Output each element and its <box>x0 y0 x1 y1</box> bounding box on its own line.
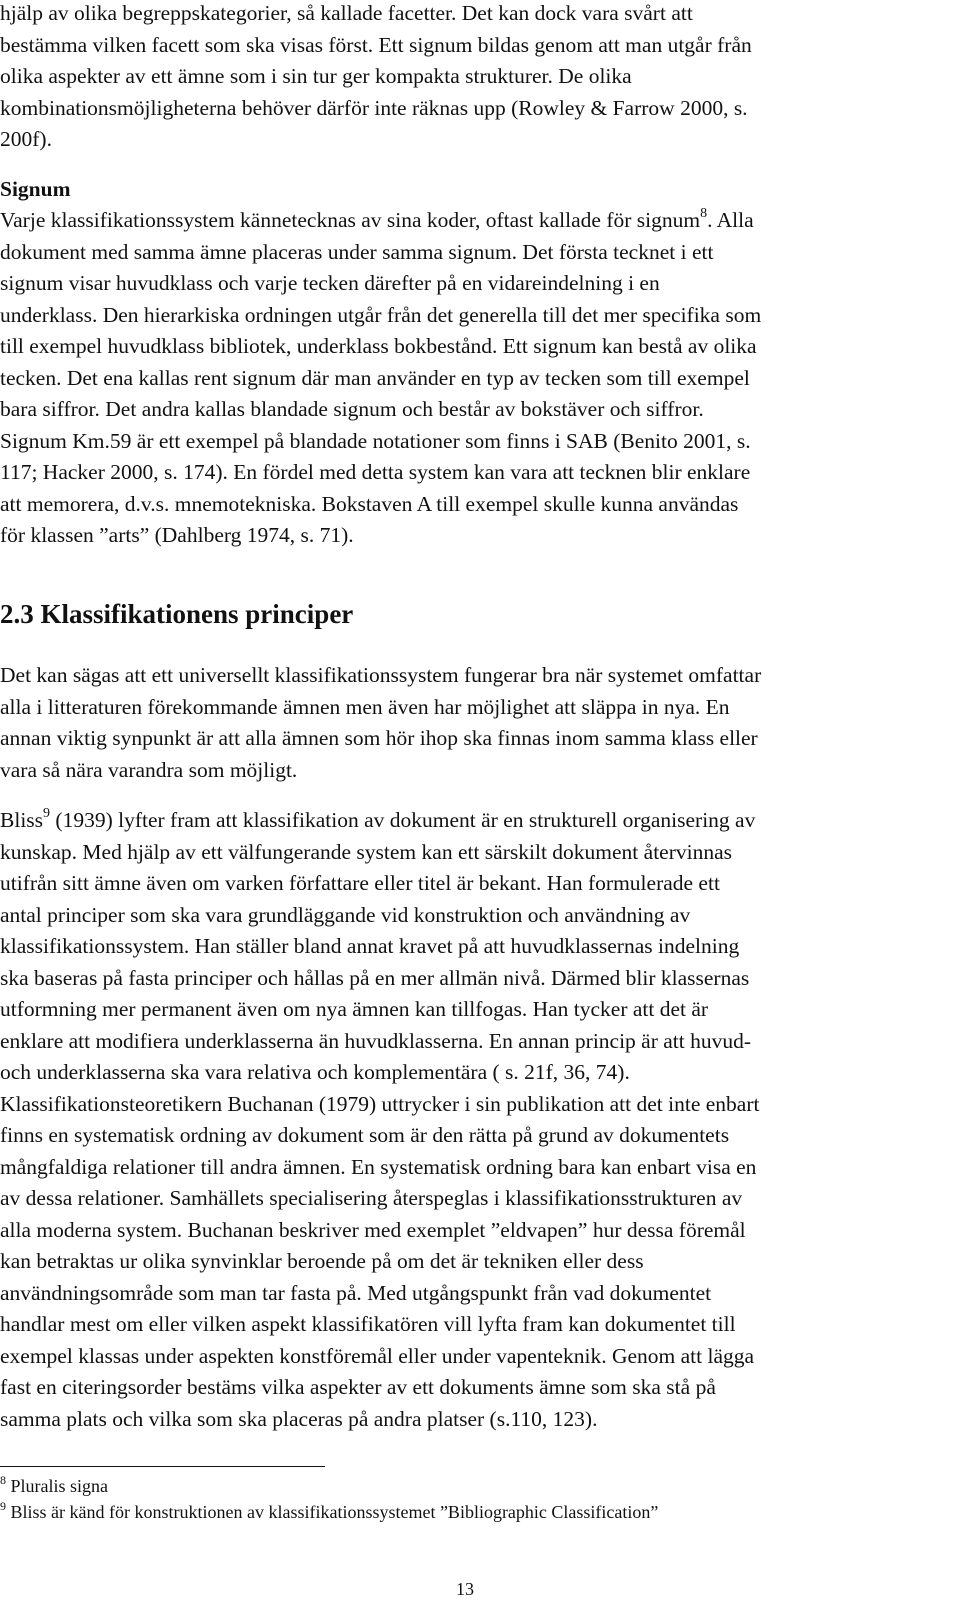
footnote-9 <box>0 1500 658 1524</box>
text-line: användningsområde som man tar fasta på. Med utgångspunkt från vad dokumentet <box>0 1280 712 1305</box>
principles-paragraph-1 <box>0 660 761 786</box>
text-line: Signum Km.59 är ett exempel på blandade notationer som finns i SAB (Benito 2001, s. <box>0 428 751 453</box>
text-line: utformning mer permanent även om nya ämnen kan tillfogas. Han tycker att det är <box>0 997 709 1021</box>
text-line: olika aspekter av ett ämne som i sin tur ger kompakta strukturer. De olika <box>0 64 632 88</box>
text-line: kunskap. Med hjälp av ett välfungerande system kan ett särskilt dokument återvinnas <box>0 839 733 864</box>
text-line: bara siffror. Det andra kallas blandade signum och består av bokstäver och siffror. <box>0 397 704 421</box>
text-line: vara så nära varandra som möjligt. <box>0 757 298 782</box>
text-line: att memorera, d.v.s. mnemotekniska. Bokstaven A till exempel skulle kunna användas <box>0 491 739 516</box>
text-line: alla moderna system. Buchanan beskriver med exemplet ”eldvapen” hur dessa föremål <box>0 1217 746 1242</box>
text-line: annan viktig synpunkt är att alla ämnen som hör ihop ska finnas inom samma klass eller <box>0 726 758 750</box>
text-line: finns en systematisk ordning av dokument som är den rätta på grund av dokumentets <box>0 1123 730 1147</box>
text-run: . Alla <box>707 208 754 232</box>
page-number: 13 <box>456 1579 474 1599</box>
footnote-reference[interactable]: 9 <box>43 805 51 821</box>
text-line: hjälp av olika begreppskategorier, så kallade facetter. Det kan dock vara svårt att <box>0 1 693 25</box>
footnote-number: 8 <box>0 1473 6 1487</box>
footnote-divider <box>0 1466 325 1467</box>
text-line: av dessa relationer. Samhällets specialisering återspeglas i klassifikationsstrukturen av <box>0 1186 743 1210</box>
text-line: handlar mest om eller vilken aspekt klassifikatören vill lyfta fram kan dokumentet till <box>0 1312 736 1336</box>
text-line: alla i litteraturen förekommande ämnen men även har möjlighet att släppa in nya. En <box>0 694 730 719</box>
text-line: antal principer som ska vara grundläggande vid konstruktion och användning av <box>0 902 691 927</box>
text-run: Bliss <box>0 808 44 832</box>
text-line: exempel klassas under aspekten konstföremål eller under vapenteknik. Genom att lägga <box>0 1343 755 1368</box>
footnote-text: Bliss är känd för konstruktionen av klassifikationssystemet ”Bibliographic Classification” <box>10 1502 659 1522</box>
text-line <box>0 205 761 237</box>
text-line: kan betraktas ur olika synvinklar beroende på om det är tekniken eller dess <box>0 1249 644 1273</box>
text-line: ska baseras på fasta principer och hållas på en mer allmän nivå. Därmed blir klassernas <box>0 965 750 990</box>
text-line: underklass. Den hierarkiska ordningen utgår från det generella till det mer specifika som <box>0 302 762 327</box>
text-line: och underklasserna ska vara relativa och komplementära ( s. 21f, 36, 74). <box>0 1060 630 1084</box>
footnote-8 <box>0 1474 108 1498</box>
text-line: utifrån sitt ämne även om varken författare eller titel är bekant. Han formulerade ett <box>0 871 720 895</box>
principles-paragraph-2 <box>0 805 759 1435</box>
text-line: signum visar huvudklass och varje tecken därefter på en vidareindelning i en <box>0 271 660 295</box>
text-line: klassifikationssystem. Han ställer bland annat kravet på att huvudklassernas indelning <box>0 934 740 958</box>
intro-paragraph <box>0 0 752 156</box>
signum-heading: Signum <box>0 177 71 201</box>
text-line <box>0 805 759 837</box>
section-heading: 2.3 Klassifikationens principer <box>0 599 354 629</box>
text-line: för klassen ”arts” (Dahlberg 1974, s. 71). <box>0 523 354 547</box>
text-line: till exempel huvudklass bibliotek, underklass bokbestånd. Ett signum kan bestå av olika <box>0 334 757 358</box>
text-line: 117; Hacker 2000, s. 174). En fördel med detta system kan vara att tecknen blir enklare <box>0 460 751 484</box>
text-line: samma plats och vilka som ska placeras på andra platser (s.110, 123). <box>0 1406 598 1431</box>
text-line: mångfaldiga relationer till andra ämnen. En systematisk ordning bara kan enbart visa en <box>0 1154 757 1179</box>
text-line: enklare att modifiera underklasserna än huvudklasserna. En annan princip är att huvud- <box>0 1028 752 1053</box>
text-line: Det kan sägas att ett universellt klassifikationssystem fungerar bra när systemet omfattar <box>0 663 762 687</box>
text-run: (1939) lyfter fram att klassifikation av dokument är en strukturell organisering av <box>50 808 756 832</box>
footnote-reference[interactable]: 8 <box>700 205 708 221</box>
signum-paragraph <box>0 205 761 552</box>
text-line: Klassifikationsteoretikern Buchanan (1979) uttrycker i sin publikation att det inte enbart <box>0 1091 760 1116</box>
footnote-text: Pluralis signa <box>10 1476 108 1496</box>
text-line: bestämma vilken facett som ska visas först. Ett signum bildas genom att man utgår från <box>0 32 752 57</box>
text-run: Varje klassifikationssystem kännetecknas av sina koder, oftast kallade för signum <box>0 208 701 232</box>
text-line: tecken. Det ena kallas rent signum där man använder en typ av tecken som till exempel <box>0 365 750 390</box>
text-line: fast en citeringsorder bestäms vilka aspekter av ett dokuments ämne som ska stå på <box>0 1375 716 1399</box>
text-line: 200f). <box>0 127 52 151</box>
text-line: kombinationsmöjligheterna behöver därför inte räknas upp (Rowley & Farrow 2000, s. <box>0 95 748 120</box>
footnote-number: 9 <box>0 1499 6 1513</box>
text-line: dokument med samma ämne placeras under samma signum. Det första tecknet i ett <box>0 239 714 264</box>
